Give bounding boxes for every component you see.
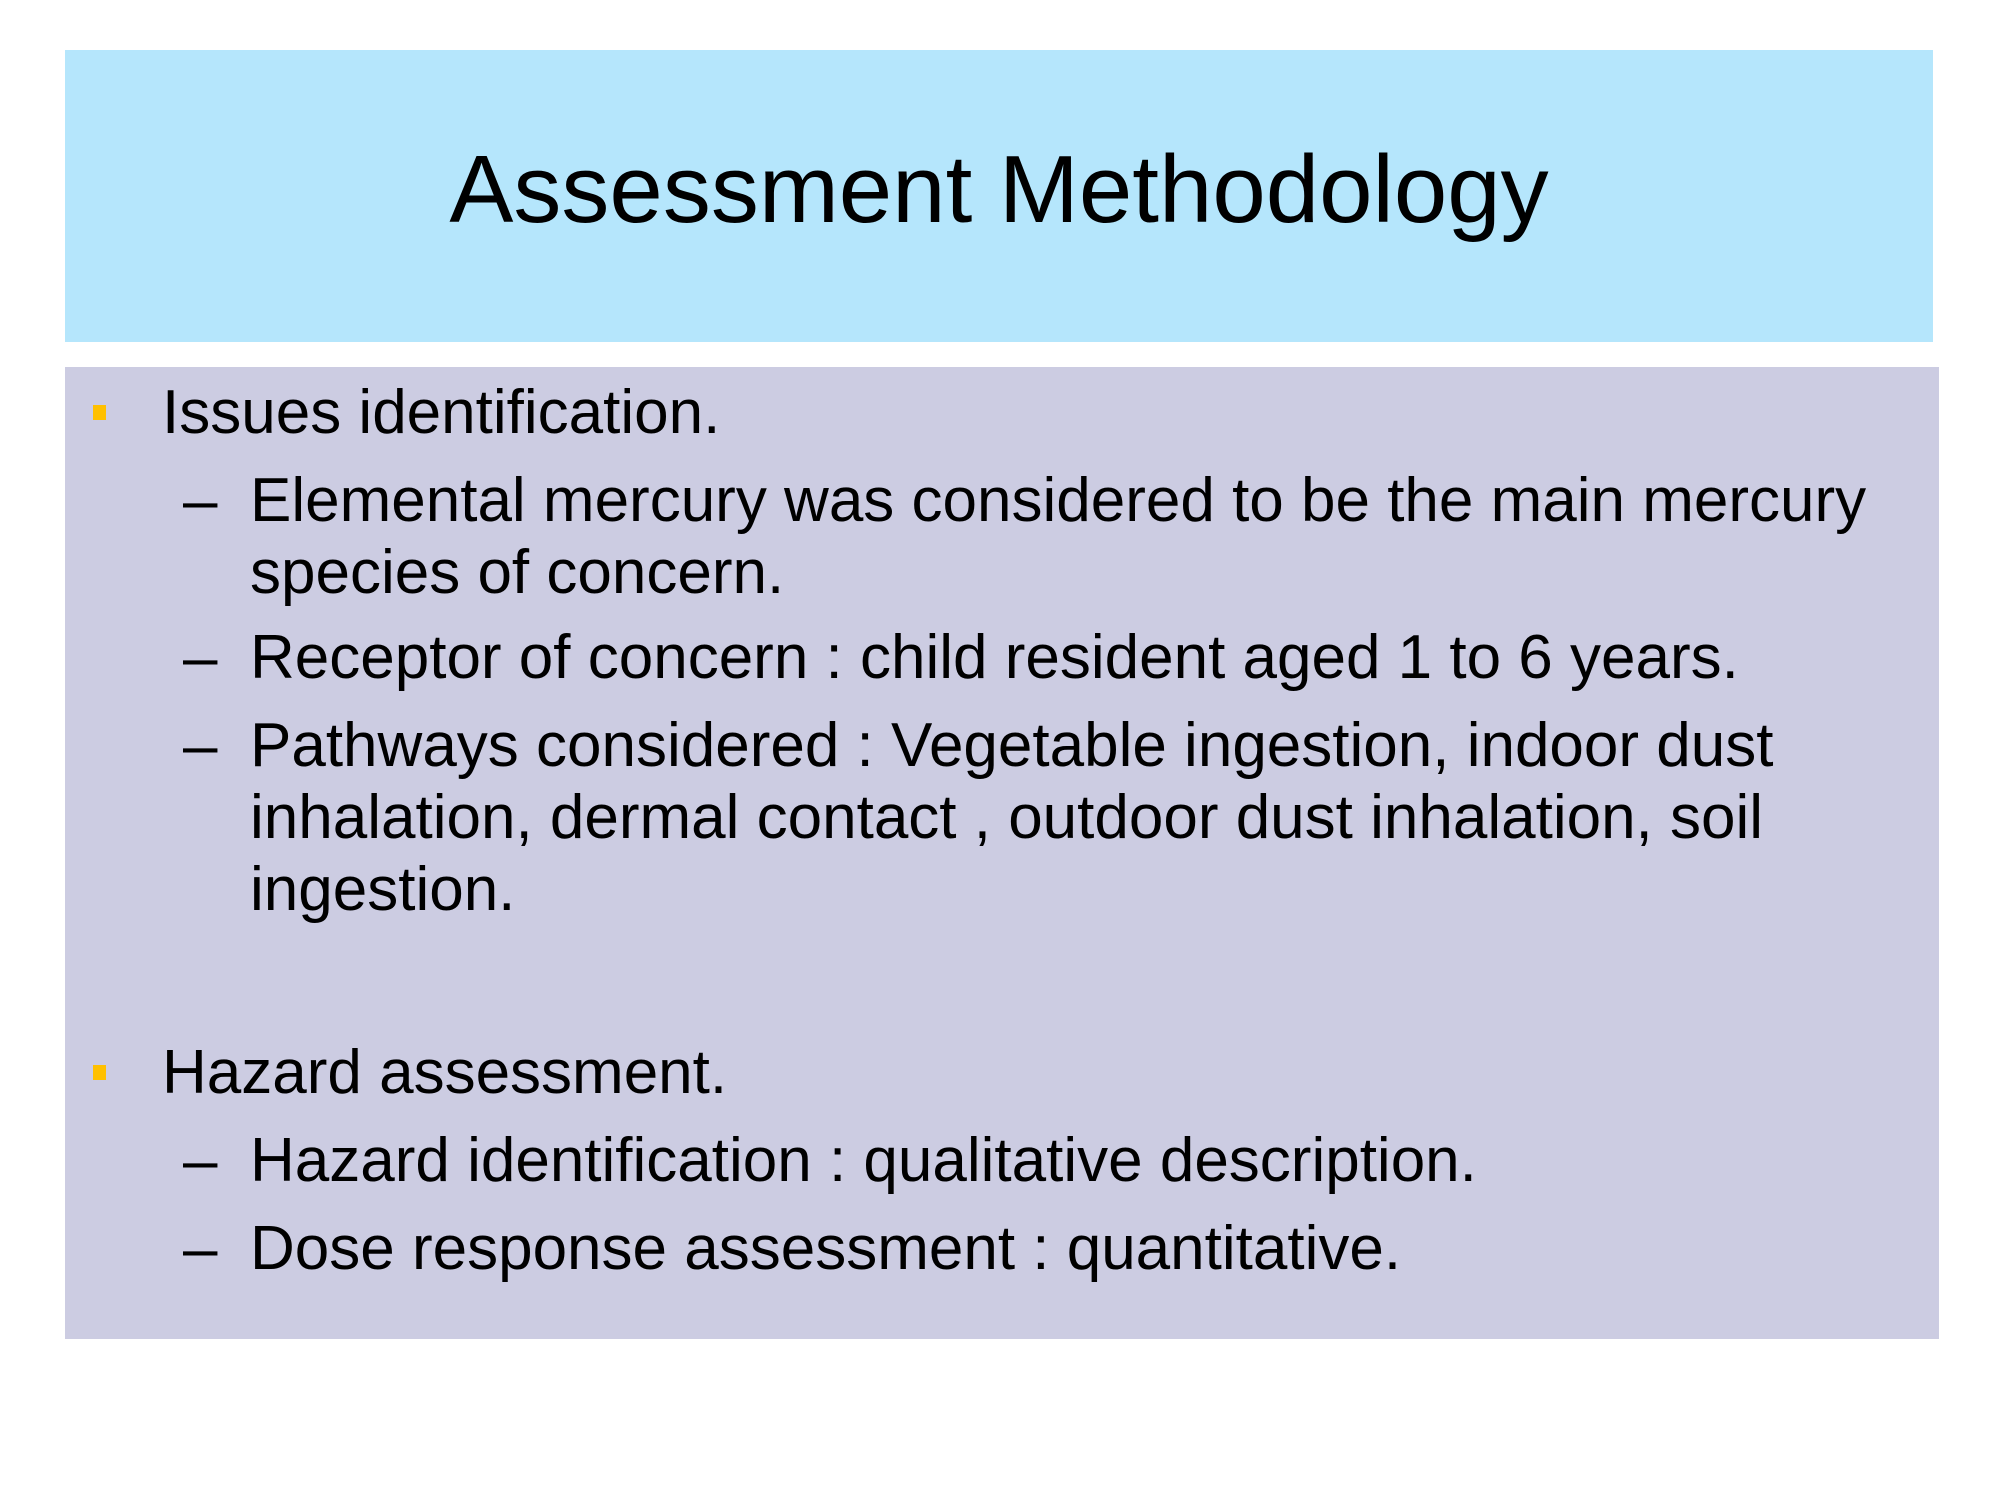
content-panel: [65, 367, 1939, 1339]
list-item: Pathways considered : Vegetable ingestion, indoor dust inhalation, dermal contact , outdoor dust inhalation, soil ingestion.: [250, 711, 1774, 924]
dash-bullet: –: [183, 1214, 218, 1283]
square-bullet-icon: [93, 405, 106, 420]
dash-bullet: –: [183, 711, 218, 780]
section-heading-issues: Issues identification.: [162, 378, 721, 447]
list-item: Hazard identification : qualitative description.: [250, 1126, 1477, 1195]
dash-bullet: –: [183, 1126, 218, 1195]
list-item: Elemental mercury was considered to be the main mercury species of concern.: [250, 466, 1867, 607]
list-item: Receptor of concern : child resident aged 1 to 6 years.: [250, 623, 1739, 692]
list-item: Dose response assessment : quantitative.: [250, 1214, 1402, 1283]
title-banner: [65, 50, 1933, 342]
section-heading-hazard: Hazard assessment.: [162, 1038, 728, 1107]
dash-bullet: –: [183, 466, 218, 535]
square-bullet-icon: [93, 1065, 106, 1080]
dash-bullet: –: [183, 623, 218, 692]
slide-title: Assessment Methodology: [449, 136, 1549, 243]
